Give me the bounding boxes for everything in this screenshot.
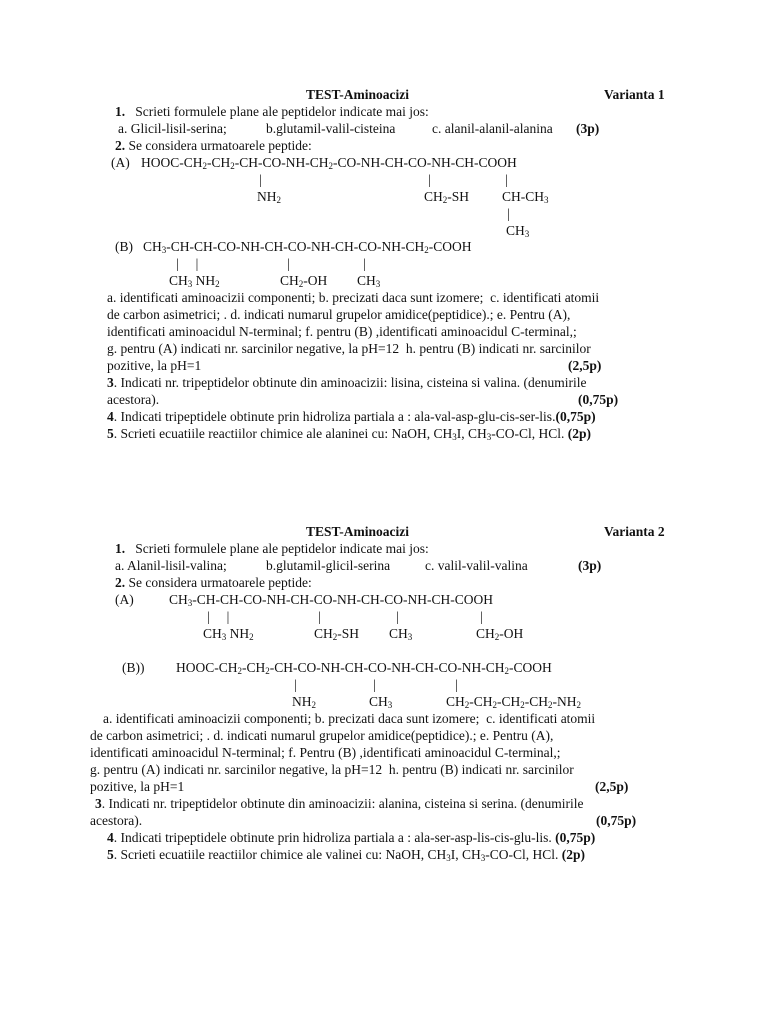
v2-peptide-a-substituent: $CH_3$ (389, 626, 413, 642)
v1-q4-number: 4 (107, 409, 114, 424)
v1-requirements-points: (2,5p) (568, 358, 602, 373)
v1-peptide-b-substituent: $CH_3$ (357, 273, 381, 289)
v1-q3-number: 3 (107, 375, 114, 390)
v1-peptide-a-bond: | (259, 172, 262, 187)
v2-requirements-line: a. identificati aminoacizii componenti; b. precizati daca sunt izomere; c. identificati atomii (103, 711, 596, 726)
v1-q5-number: 5 (107, 426, 114, 441)
v2-peptide-a-bond: | (396, 609, 399, 624)
v1-q5-text: . Scrieti ecuatiile reactiilor chimice ale alaninei cu: NaOH, $CH_3I$, $CH_3-CO-Cl$, HCl. (113, 426, 565, 442)
v2-q4-text: . Indicati tripeptidele obtinute prin hidroliza partiala a : ala-ser-asp-lis-cis-glu-lis. (113, 830, 552, 845)
v1-q1-points: (3p) (576, 121, 600, 136)
v2-q5-number: 5 (107, 847, 114, 862)
v1-peptide-a-bond: | (505, 172, 508, 187)
v1-peptide-a-bond: | (428, 172, 431, 187)
v1-q1 (115, 103, 429, 120)
v2-peptide-b-substituent: $CH_3$ (369, 694, 393, 710)
v1-peptide-a-substituent: $NH_2$ (257, 189, 281, 205)
v2-q1a: a. Alanil-lisil-valina; (115, 558, 227, 573)
v2-q2-text: Se considera urmatoarele peptide: (128, 575, 312, 590)
v2-q3-text-cont: acestora). (90, 813, 143, 828)
v2-q5-text: . Scrieti ecuatiile reactiilor chimice ale valinei cu: NaOH, $CH_3I$, $CH_3-CO-Cl$, HCl. (113, 847, 559, 863)
v2-q4-points: (0,75p) (555, 830, 596, 845)
v1-q3 (107, 374, 587, 391)
v2-q1c: c. valil-valil-valina (425, 558, 528, 573)
v2-q1b: b.glutamil-glicil-serina (266, 558, 391, 573)
v1-peptide-b-substituent: $CH_3$ $NH_2$ (169, 273, 220, 289)
v1-q3-text: . Indicati nr. tripeptidelor obtinute din aminoacizii: lisina, cisteina si valina. (denumirile (113, 375, 587, 390)
v1-q3-text-cont: acestora). (107, 392, 160, 407)
v2-q3-number: 3 (95, 796, 102, 811)
v1-peptide-b-bonds: | | (176, 256, 199, 271)
v2-q1 (115, 540, 429, 557)
v2-requirements-line: pozitive, la pH=1 (90, 779, 185, 794)
v2-peptide-a-substituent: $CH_2-OH$ (476, 626, 524, 642)
v1-peptide-a-bond: | (507, 206, 510, 221)
v2-q2-number: 2. (115, 575, 126, 590)
v2-peptide-a-label: (A) (115, 592, 134, 607)
v2-q3-points: (0,75p) (596, 813, 637, 828)
v1-q1c: c. alanil-alanil-alanina (432, 121, 553, 136)
v2-requirements-line: g. pentru (A) indicati nr. sarcinilor negative, la pH=12 h. pentru (B) indicati nr. sarcinilor (90, 762, 574, 777)
v2-peptide-a-substituent: $CH_2-SH$ (314, 626, 360, 642)
v1-peptide-b-substituent: $CH_2-OH$ (280, 273, 328, 289)
v1-peptide-a-label: (A) (111, 155, 130, 170)
v1-requirements-line: pozitive, la pH=1 (107, 358, 202, 373)
v1-variant: Varianta 1 (604, 87, 665, 102)
v1-peptide-a-substituent: $CH-CH_3$ (502, 189, 549, 205)
v1-q2-text: Se considera urmatoarele peptide: (128, 138, 312, 153)
v1-peptide-b-bond: | (363, 256, 366, 271)
v2-peptide-a-bond: | (480, 609, 483, 624)
v2-requirements-line: de carbon asimetrici; . d. indicati numarul grupelor amidice(peptidice).; e. Pentru (A), (90, 728, 554, 743)
v1-q4-text: . Indicati tripeptidele obtinute prin hidroliza partiala a : ala-val-asp-glu-cis-ser-lis. (113, 409, 556, 424)
v2-peptide-a-bonds: | | (207, 609, 230, 624)
v2-requirements-points: (2,5p) (595, 779, 629, 794)
v1-q1b: b.glutamil-valil-cisteina (266, 121, 396, 136)
v1-q1a: a. Glicil-lisil-serina; (118, 121, 227, 136)
v2-q4-number: 4 (107, 830, 114, 845)
v1-peptide-a-substituent: $CH_2-SH$ (424, 189, 470, 205)
v2-q4 (107, 829, 595, 846)
v1-q3-points: (0,75p) (578, 392, 619, 407)
v1-title: TEST-Aminoacizi (306, 87, 410, 102)
v1-requirements-line: de carbon asimetrici; . d. indicati numarul grupelor amidice(peptidice).; e. Pentru (A), (107, 307, 571, 322)
v2-q5 (107, 846, 585, 863)
v2-peptide-a-bond: | (318, 609, 321, 624)
v2-q3-text: . Indicati nr. tripeptidelor obtinute din aminoacizii: alanina, cisteina si serina. (denumirile (101, 796, 584, 811)
v1-requirements-line: identificati aminoacidul N-terminal; f. pentru (B) ,identificati aminoacidul C-terminal,; (107, 324, 577, 339)
v1-q4 (107, 408, 596, 425)
v2-title: TEST-Aminoacizi (306, 524, 410, 539)
v1-requirements-line: a. identificati aminoacizii componenti; b. precizati daca sunt izomere; c. identificati atomii (107, 290, 600, 305)
v2-requirements-line: identificati aminoacidul N-terminal; f. Pentru (B) ,identificati aminoacidul C-terminal,; (90, 745, 561, 760)
v2-peptide-b-bond: | (373, 677, 376, 692)
v1-peptide-b-bond: | (287, 256, 290, 271)
v1-q2-number: 2. (115, 138, 126, 153)
v2-peptide-b-formula: HOOC-$CH_2-CH_2-CH-CO-NH-CH-CO-NH-CH-CO-NH-CH_2$-COOH (176, 660, 552, 676)
v1-q5-points: (2p) (567, 426, 591, 441)
v2-peptide-b-label: (B)) (122, 660, 145, 675)
v2-peptide-b-substituent: $NH_2$ (292, 694, 316, 710)
v2-q5-points: (2p) (561, 847, 586, 862)
v2-peptide-b-substituent: $CH_2-CH_2-CH_2-CH_2-NH_2$ (446, 694, 582, 710)
v1-peptide-b-formula: $CH_3-CH-CH-CO-NH-CH-CO-NH-CH-CO-NH-CH_2$-COOH (143, 239, 472, 255)
v1-q2 (115, 137, 312, 154)
v1-q1-number: 1. (115, 104, 126, 119)
v2-peptide-b-bond: | (294, 677, 297, 692)
v2-q2 (115, 574, 312, 591)
v2-q1-number: 1. (115, 541, 126, 556)
v1-peptide-b-label: (B) (115, 239, 133, 254)
v1-q5 (107, 425, 591, 442)
v1-peptide-a-substituent: $CH_3$ (506, 223, 530, 239)
v2-peptide-b-bond: | (455, 677, 458, 692)
v2-peptide-a-substituent: $CH_3$ $NH_2$ (203, 626, 254, 642)
v2-variant: Varianta 2 (604, 524, 665, 539)
v2-q3 (95, 795, 583, 812)
v2-peptide-a-formula: $CH_3-CH-CH-CO-NH-CH-CO-NH-CH-CO-NH-CH$-COOH (169, 592, 493, 608)
v2-q1-text: Scrieti formulele plane ale peptidelor indicate mai jos: (135, 541, 429, 556)
v2-q1-points: (3p) (578, 558, 602, 573)
v1-q4-points: (0,75p) (555, 409, 596, 424)
v1-q1-text: Scrieti formulele plane ale peptidelor indicate mai jos: (135, 104, 429, 119)
v1-requirements-line: g. pentru (A) indicati nr. sarcinilor negative, la pH=12 h. pentru (B) indicati nr. sarcinilor (107, 341, 591, 356)
v1-peptide-a-formula: HOOC-$CH_2-CH_2-CH-CO-NH-CH_2-CO-NH-CH-CO-NH-CH$-COOH (141, 155, 517, 171)
